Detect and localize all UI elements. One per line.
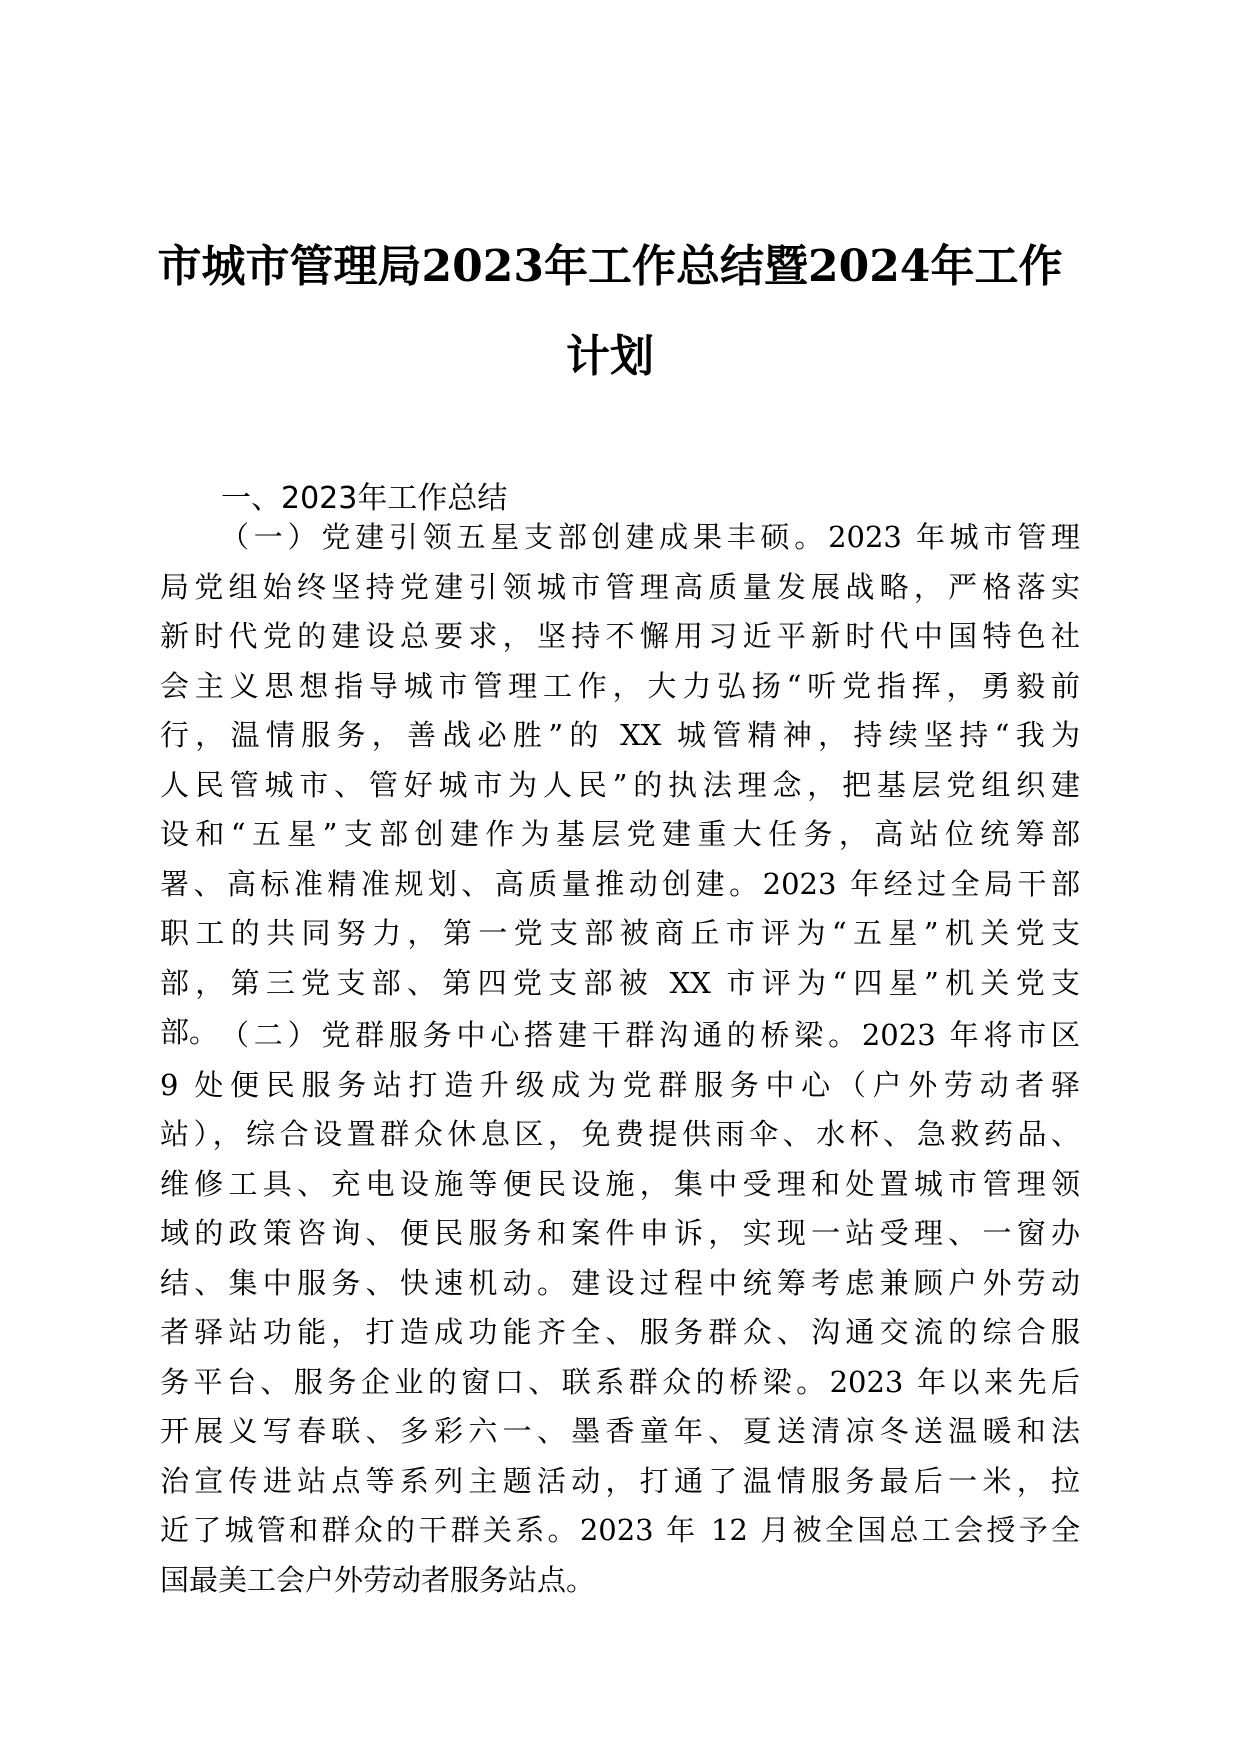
paragraph-2-line: 务平台、服务企业的窗口、联系群众的桥梁。2023 年以来先后 — [160, 1364, 1080, 1399]
document-title — [140, 222, 1080, 402]
paragraph-1 — [160, 513, 1080, 1058]
paragraph-2-line: 治宣传进站点等系列主题活动，打通了温情服务最后一米，拉 — [160, 1463, 1080, 1498]
paragraph-1-line: 局党组始终坚持党建引领城市管理高质量发展战略，严格落实 — [160, 569, 1080, 604]
paragraph-2-line: （二）党群服务中心搭建干群沟通的桥梁。2023 年将市区 — [220, 1018, 1080, 1052]
paragraph-1-line: 部。 — [160, 1015, 219, 1049]
paragraph-2 — [160, 1011, 1080, 1605]
title-line-1: 市城市管理局2023年工作总结暨2024年工作 — [157, 241, 1063, 292]
paragraph-2-line: 9 处便民服务站打造升级成为党群服务中心（户外劳动者驿 — [160, 1067, 1080, 1102]
paragraph-2-line: 开展义写春联、多彩六一、墨香童年、夏送清凉冬送温暖和法 — [160, 1414, 1080, 1448]
paragraph-1-line: 设和“五星”支部创建作为基层党建重大任务，高站位统筹部 — [160, 817, 1080, 851]
paragraph-2-line: 维修工具、充电设施等便民设施，集中受理和处置城市管理领 — [160, 1166, 1080, 1201]
paragraph-1-line: 职工的共同努力，第一党支部被商丘市评为“五星”机关党支 — [160, 916, 1080, 950]
paragraph-1-line: 会主义思想指导城市管理工作，大力弘扬“听党指挥，勇毅前 — [160, 668, 1080, 703]
paragraph-2-line: 结、集中服务、快速机动。建设过程中统筹考虑兼顾户外劳动 — [160, 1265, 1080, 1300]
title-line-2: 计划 — [566, 331, 654, 382]
paragraph-1-line: 人民管城市、管好城市为人民”的执法理念，把基层党组织建 — [160, 767, 1080, 802]
section-heading: 一、2023年工作总结 — [221, 481, 508, 516]
paragraph-2-line: 近了城管和群众的干群关系。2023 年 12 月被全国总工会授予全 — [160, 1513, 1080, 1547]
paragraph-1-line: 新时代党的建设总要求，坚持不懈用习近平新时代中国特色社 — [160, 619, 1080, 653]
paragraph-1-line: 署、高标准精准规划、高质量推动创建。2023 年经过全局干部 — [160, 866, 1080, 901]
paragraph-2-line: 域的政策咨询、便民服务和案件申诉，实现一站受理、一窗办 — [160, 1216, 1080, 1250]
paragraph-1-line: 行，温情服务，善战必胜”的 XX 城管精神，持续坚持“我为 — [160, 718, 1080, 752]
paragraph-2-line: 国最美工会户外劳动者服务站点。 — [160, 1562, 596, 1597]
paragraph-1-line: 部，第三党支部、第四党支部被 XX 市评为“四星”机关党支 — [160, 965, 1080, 1000]
paragraph-2-line: 者驿站功能，打造成功能齐全、服务群众、沟通交流的综合服 — [160, 1315, 1080, 1349]
paragraph-2-line: 站），综合设置群众休息区，免费提供雨伞、水杯、急救药品、 — [160, 1117, 1080, 1151]
paragraph-1-line: （一）党建引领五星支部创建成果丰硕。2023 年城市管理 — [220, 520, 1080, 554]
